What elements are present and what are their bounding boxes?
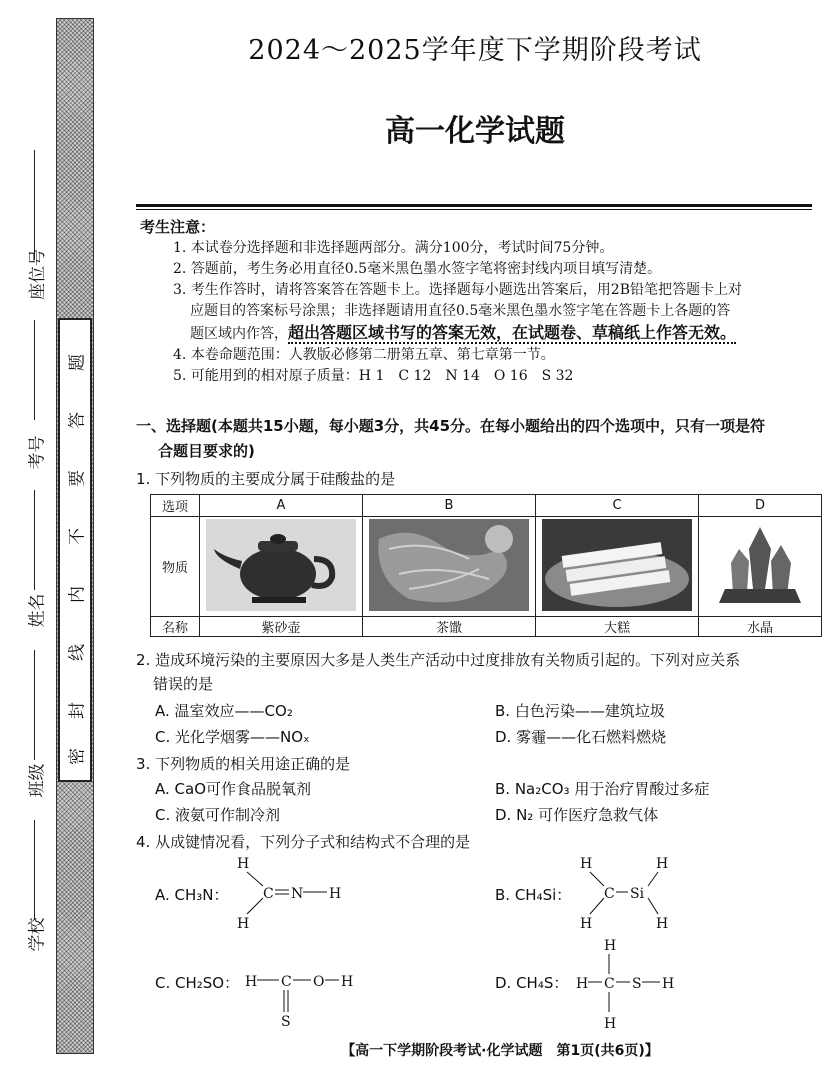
note-item: 5. 可能用到的相对原子质量：H 1 C 12 N 14 O 16 S 32 [173, 368, 574, 384]
seal-char: 密 [67, 748, 88, 765]
school-label: 学校 [27, 917, 48, 952]
svg-text:H: H [604, 1016, 617, 1032]
svg-text:N: N [291, 886, 304, 902]
col-letter: C [536, 495, 699, 517]
teapot-picture [206, 519, 356, 611]
q3-option-b: B. Na₂CO₃ 用于治疗胃酸过多症 [495, 780, 710, 798]
substance-name: 水晶 [699, 617, 822, 637]
q3-option-a: A. CaO可作食品脱氧剂 [155, 780, 312, 798]
candidate-notes [140, 217, 820, 387]
seal-char: 答 [67, 412, 88, 429]
q2-option-b: B. 白色污染——建筑垃圾 [495, 702, 665, 720]
note-item-row [140, 322, 820, 345]
col-letter: B [363, 495, 536, 517]
row-label: 选项 [151, 495, 200, 517]
col-letter: D [699, 495, 822, 517]
seal-line-box [58, 318, 92, 782]
svg-text:H: H [576, 976, 589, 992]
svg-text:Si: Si [630, 886, 645, 902]
note-item: 4. 本卷命题范围：人教版必修第二册第五章、第七章第一节。 [173, 347, 555, 363]
svg-text:H: H [245, 974, 258, 990]
row-label: 物质 [151, 517, 200, 617]
q3-option-d: D. N₂ 可作医疗急救气体 [495, 806, 659, 824]
svg-text:H: H [329, 886, 342, 902]
substance-name: 大糕 [536, 617, 699, 637]
q4-stem: 4. 从成键情况看，下列分子式和结构式不合理的是 [136, 833, 471, 851]
note-item: 题区域内作答， [190, 326, 288, 342]
seal-char: 要 [67, 470, 88, 487]
seal-char: 题 [67, 354, 88, 371]
notes-heading: 考生注意： [140, 218, 216, 236]
class-label: 班级 [27, 763, 48, 798]
svg-text:S: S [281, 1014, 291, 1030]
page-footer: 【高一下学期阶段考试·化学试题 第1页(共6页)】 [341, 1043, 659, 1059]
rice-cake-image [536, 517, 699, 617]
tea-snack-image [363, 517, 536, 617]
substance-name: 茶馓 [363, 617, 536, 637]
exam-no-line [34, 320, 35, 420]
row-label: 名称 [151, 617, 200, 637]
svg-text:H: H [580, 856, 593, 872]
q4-option-b: B. CH₄Si： [495, 886, 572, 904]
seat-line [34, 150, 35, 260]
note-item: 应题目的答案标号涂黑；非选择题请用直径0.5毫米黑色墨水签字笔在答题卡上各题的答 [190, 303, 731, 319]
header-rule [136, 204, 812, 207]
name-label: 姓名 [27, 593, 48, 628]
section-heading [136, 414, 824, 464]
svg-text:H: H [237, 856, 250, 872]
rice-cake-picture [542, 519, 692, 611]
note-item: 3. 考生作答时，请将答案答在答题卡上。选择题每小题选出答案后，用2B铅笔把答题卡上对 [173, 282, 743, 298]
svg-text:O: O [313, 974, 325, 990]
q4-option-d: D. CH₄S： [495, 974, 569, 992]
q4-option-a: A. CH₃N： [155, 886, 229, 904]
svg-text:H: H [580, 916, 593, 932]
note-item: 1. 本试卷分选择题和非选择题两部分。满分100分，考试时间75分钟。 [173, 240, 614, 256]
svg-text:C: C [281, 974, 292, 990]
q2-option-a: A. 温室效应——CO₂ [155, 702, 293, 720]
teapot-image [200, 517, 363, 617]
seal-char: 封 [67, 702, 88, 719]
substance-name: 紫砂壶 [200, 617, 363, 637]
q2-option-c: C. 光化学烟雾——NOₓ [155, 728, 310, 746]
section-line: 合题目要求的) [158, 442, 255, 460]
q2-stem-cont: 错误的是 [153, 675, 214, 693]
name-line [34, 490, 35, 590]
note-item: 2. 答题前，考生务必用直径0.5毫米黑色墨水签字笔将密封线内项目填写清楚。 [173, 261, 662, 277]
svg-text:C: C [604, 886, 615, 902]
section-line: 一、选择题(本题共15小题，每小题3分，共45分。在每小题给出的四个选项中，只有一项是符 [136, 417, 766, 435]
q2-stem: 2. 造成环境污染的主要原因大多是人类生产活动中过度排放有关物质引起的。下列对应关系 [136, 651, 741, 669]
svg-text:H: H [662, 976, 675, 992]
q1-table [150, 494, 822, 637]
q4-structure-b [572, 852, 682, 932]
q1-stem: 1. 下列物质的主要成分属于硅酸盐的是 [136, 470, 396, 488]
q3-stem: 3. 下列物质的相关用途正确的是 [136, 755, 351, 773]
q2-option-d: D. 雾霾——化石燃料燃烧 [495, 728, 667, 746]
crystal-picture [715, 519, 805, 611]
q4-structure-a [225, 852, 355, 932]
seal-char: 线 [67, 644, 88, 661]
header-rule-thin [136, 209, 812, 210]
paper-subtitle: 高一化学试题 [385, 114, 565, 149]
seal-char: 不 [67, 528, 88, 545]
q3-option-c: C. 液氨可作制冷剂 [155, 806, 281, 824]
svg-text:H: H [656, 856, 669, 872]
tea-snack-picture [369, 519, 529, 611]
svg-text:C: C [263, 886, 274, 902]
note-emphasis: 超出答题区域书写的答案无效，在试题卷、草稿纸上作答无效。 [288, 323, 737, 342]
svg-text:C: C [604, 976, 615, 992]
class-line [34, 650, 35, 760]
svg-text:H: H [237, 916, 250, 932]
exam-title: 2024～2025学年度下学期阶段考试 [248, 35, 702, 66]
school-line [34, 820, 35, 920]
col-letter: A [200, 495, 363, 517]
svg-text:S: S [632, 976, 642, 992]
crystal-image [699, 517, 822, 617]
svg-text:H: H [341, 974, 354, 990]
exam-no-label: 考号 [27, 435, 48, 470]
q4-structure-c [243, 960, 363, 1030]
seat-label: 座位号 [28, 249, 48, 300]
q4-structure-d [574, 934, 684, 1034]
seal-char: 内 [67, 586, 88, 603]
svg-text:H: H [604, 938, 617, 954]
svg-text:H: H [656, 916, 669, 932]
q4-option-c: C. CH₂SO： [155, 974, 240, 992]
